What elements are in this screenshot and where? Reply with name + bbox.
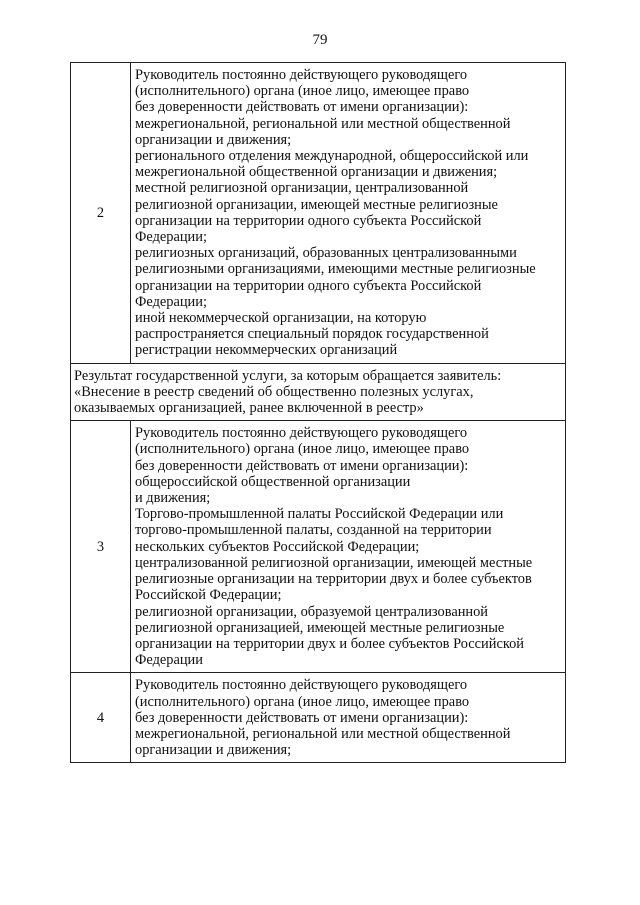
text-line: Руководитель постоянно действующего руководящего — [135, 425, 468, 442]
text-line: Торгово-промышленной палаты Российской Федерации или — [135, 506, 504, 523]
text-line: (исполнительного) органа (иное лицо, имеющее право — [135, 441, 470, 458]
row-text — [131, 673, 566, 763]
text-line: Российской Федерации; — [135, 587, 282, 604]
services-table — [70, 62, 566, 763]
text-line: Федерации — [135, 652, 203, 669]
text-line: организации и движения; — [135, 742, 292, 759]
row-number: 2 — [71, 63, 131, 364]
text-line: нескольких субъектов Российской Федерации; — [135, 538, 420, 555]
text-line: общероссийской общественной организации — [135, 473, 411, 490]
text-line: распространяется специальный порядок государственной — [135, 326, 489, 343]
result-text — [71, 363, 566, 421]
text-line: торгово-промышленной палаты, созданной на территории — [135, 522, 492, 539]
text-line: иной некоммерческой организации, на которую — [135, 310, 427, 327]
table-row — [71, 673, 566, 763]
text-line: Федерации; — [135, 293, 207, 310]
text-line: местной религиозной организации, централизованной — [135, 180, 469, 197]
text-line: (исполнительного) органа (иное лицо, имеющее право — [135, 83, 470, 100]
row-text — [131, 63, 566, 364]
text-line: межрегиональной, региональной или местной общественной — [135, 725, 511, 742]
text-line: организации на территории двух и более субъектов Российской — [135, 635, 524, 652]
table-row — [71, 421, 566, 673]
text-line: централизованной религиозной организации, имеющей местные — [135, 554, 533, 571]
text-line: (исполнительного) органа (иное лицо, имеющее право — [135, 693, 470, 710]
text-line: межрегиональной, региональной или местной общественной — [135, 115, 511, 132]
text-line: организации и движения; — [135, 131, 292, 148]
text-line: Федерации; — [135, 229, 207, 246]
text-line: Руководитель постоянно действующего руководящего — [135, 677, 468, 694]
text-line: религиозными организациями, имеющими местные религиозные — [135, 261, 536, 278]
text-line: оказываемых организацией, ранее включенной в реестр» — [74, 400, 424, 417]
text-line: без доверенности действовать от имени организации): — [135, 457, 469, 474]
text-line: Результат государственной услуги, за которым обращается заявитель: — [74, 367, 502, 384]
text-line: «Внесение в реестр сведений об общественно полезных услугах, — [74, 383, 474, 400]
text-line: без доверенности действовать от имени организации): — [135, 709, 469, 726]
page-number: 79 — [312, 32, 328, 48]
text-line: религиозной организацией, имеющей местные религиозные — [135, 619, 505, 636]
text-line: Руководитель постоянно действующего руководящего — [135, 67, 468, 83]
text-line: регистрации некоммерческих организаций — [135, 342, 398, 359]
text-line: межрегиональной общественной организации и движения; — [135, 164, 498, 181]
text-line: без доверенности действовать от имени организации): — [135, 99, 469, 116]
text-line: религиозных организаций, образованных централизованными — [135, 245, 517, 262]
text-line: религиозной организации, образуемой централизованной — [135, 603, 489, 620]
row-number: 4 — [71, 673, 131, 763]
row-number: 3 — [71, 421, 131, 673]
text-line: религиозные организации на территории двух и более субъектов — [135, 571, 532, 588]
text-line: регионального отделения международной, общероссийской или — [135, 148, 529, 165]
text-line: и движения; — [135, 490, 211, 507]
row-text — [131, 421, 566, 673]
text-line: организации на территории одного субъекта Российской — [135, 212, 482, 229]
text-line: религиозной организации, имеющей местные религиозные — [135, 196, 498, 213]
result-row — [71, 363, 566, 421]
table-row — [71, 63, 566, 364]
text-line: организации на территории одного субъекта Российской — [135, 277, 482, 294]
